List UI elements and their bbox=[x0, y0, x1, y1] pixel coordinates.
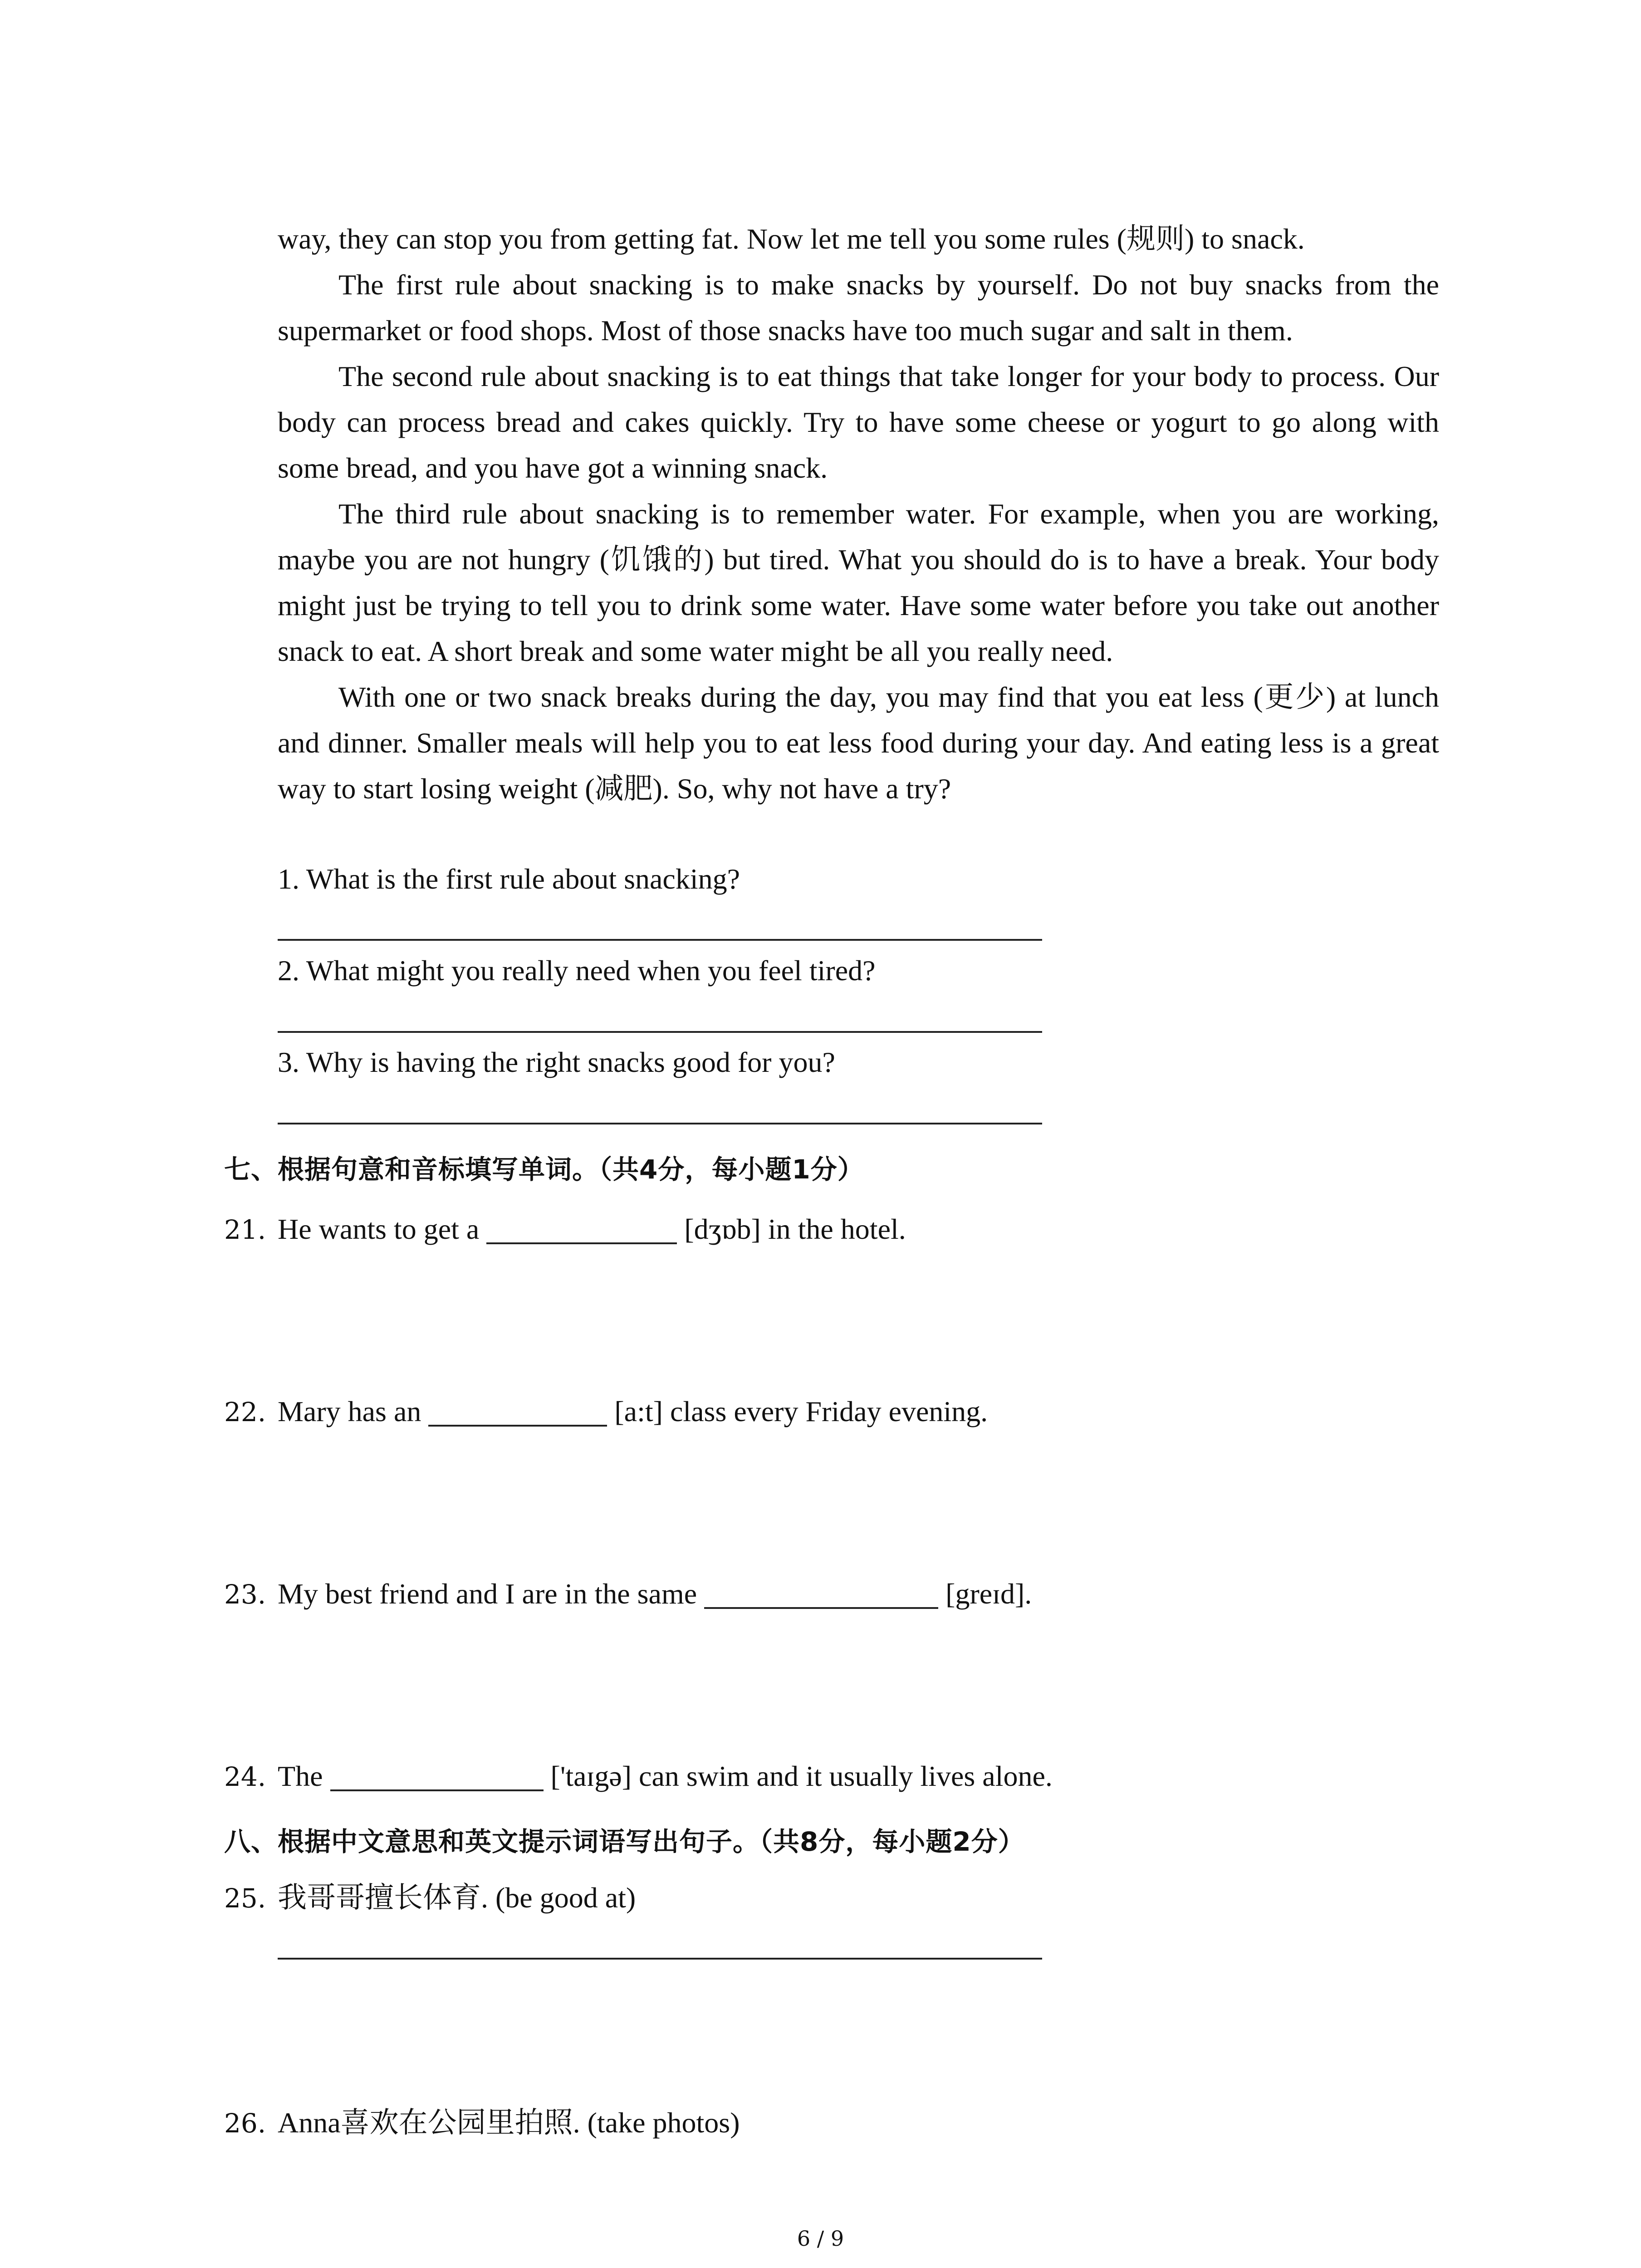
item-26 bbox=[224, 2105, 740, 2141]
item-text-before: My best friend and I are in the same bbox=[278, 1578, 705, 1610]
passage-paragraph-2: The second rule about snacking is to eat things that take longer for your body to process. Our body can process bread and cakes quickly. Try to have some cheese or yogurt to go along with some bread, and you have got a winning snack. bbox=[278, 360, 1439, 484]
question-1: 1. What is the first rule about snacking? bbox=[278, 863, 740, 895]
item-number: 22. bbox=[224, 1397, 266, 1427]
answer-line-2[interactable] bbox=[278, 1031, 1042, 1033]
item-21 bbox=[224, 1211, 906, 1248]
passage-paragraph-4: With one or two snack breaks during the day, you may find that you eat less (更少) at lunch and dinner. Smaller meals will help you to eat less food during your day. And eating less is a great way to start losing weight (减肥). So, why not have a try? bbox=[278, 681, 1439, 805]
item-text-before: Mary has an bbox=[278, 1395, 429, 1427]
item-number: 24. bbox=[224, 1761, 266, 1792]
answer-line-1[interactable] bbox=[278, 939, 1042, 941]
passage-paragraph-3: The third rule about snacking is to remember water. For example, when you are working, maybe you are not hungry (饥饿的) but tired. What you should do is to have a break. Your body might just be trying to tell you to drink some water. Have some water before you take out another snack to eat. A short break and some water might be all you really need. bbox=[278, 498, 1439, 667]
item-number: 21. bbox=[224, 1214, 266, 1245]
question-2: 2. What might you really need when you feel tired? bbox=[278, 954, 876, 987]
item-number: 26. bbox=[224, 2108, 266, 2139]
question-3: 3. Why is having the right snacks good for you? bbox=[278, 1046, 835, 1078]
fill-blank-22[interactable] bbox=[428, 1398, 607, 1427]
item-text: 我哥哥擅长体育. (be good at) bbox=[278, 1882, 636, 1914]
item-text: Anna喜欢在公园里拍照. (take photos) bbox=[278, 2107, 740, 2139]
item-22 bbox=[224, 1393, 988, 1430]
item-number: 25. bbox=[224, 1883, 266, 1914]
item-24 bbox=[224, 1758, 1053, 1795]
item-text-after: ['taɪgə] can swim and it usually lives alone. bbox=[543, 1760, 1053, 1792]
answer-line-25[interactable] bbox=[278, 1958, 1042, 1960]
section-7-heading: 七、根据句意和音标填写单词。（共4分，每小题1分） bbox=[224, 1154, 864, 1185]
fill-blank-24[interactable] bbox=[330, 1762, 544, 1791]
item-text-after: [dʒɒb] in the hotel. bbox=[677, 1213, 906, 1245]
item-text-after: [a:t] class every Friday evening. bbox=[607, 1395, 988, 1427]
item-number: 23. bbox=[224, 1579, 266, 1610]
answer-line-3[interactable] bbox=[278, 1123, 1042, 1124]
item-text-before: The bbox=[278, 1760, 330, 1792]
passage-paragraph-1: The first rule about snacking is to make snacks by yourself. Do not buy snacks from the supermarket or food shops. Most of those snacks have too much sugar and salt in them. bbox=[278, 269, 1439, 347]
item-25 bbox=[224, 1880, 636, 1916]
fill-blank-23[interactable] bbox=[704, 1580, 938, 1609]
fill-blank-21[interactable] bbox=[486, 1215, 677, 1244]
item-text-after: [greɪd]. bbox=[938, 1578, 1032, 1610]
section-8-heading: 八、根据中文意思和英文提示词语写出句子。（共8分，每小题2分） bbox=[224, 1826, 1025, 1857]
page-number: 6 / 9 bbox=[797, 2226, 844, 2251]
item-23 bbox=[224, 1576, 1032, 1613]
item-text-before: He wants to get a bbox=[278, 1213, 487, 1245]
passage-paragraph-0: way, they can stop you from getting fat. Now let me tell you some rules (规则) to snack. bbox=[278, 223, 1305, 255]
